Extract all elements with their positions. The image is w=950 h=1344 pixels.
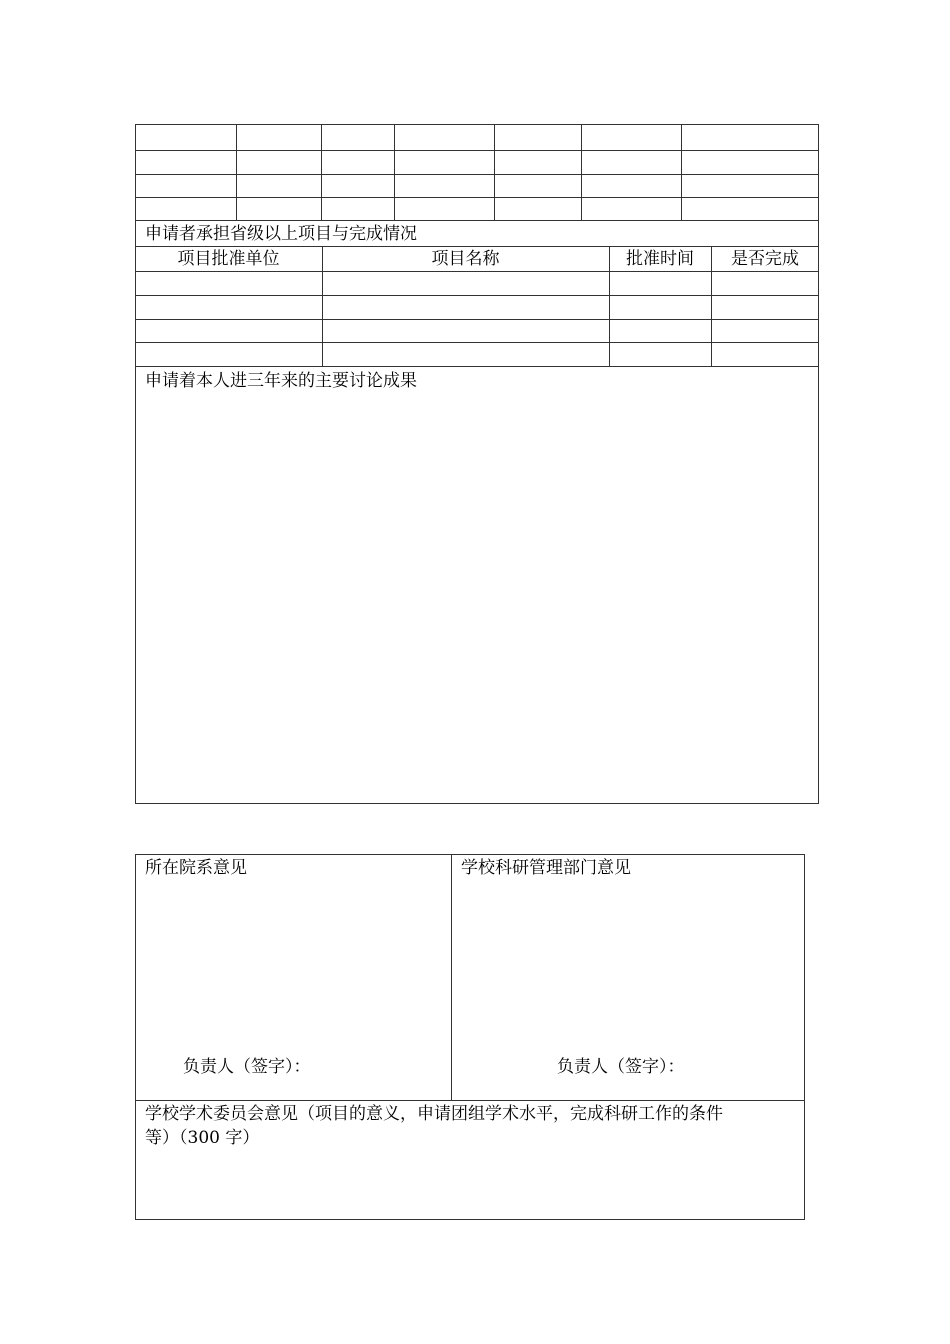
header-completed: 是否完成: [731, 249, 799, 269]
department-opinion-title: 所在院系意见: [145, 858, 247, 878]
research-office-opinion-title: 学校科研管理部门意见: [461, 858, 631, 878]
department-signature: 负责人（签字）：: [183, 1057, 311, 1077]
research-office-signature: 负责人（签字）：: [557, 1057, 685, 1077]
opinions-table: [135, 854, 805, 1220]
header-approval-time: 批准时间: [626, 249, 694, 269]
projects-and-results-table: [135, 220, 819, 804]
header-project-name: 项目名称: [431, 249, 500, 269]
results-section-title: 申请着本人进三年来的主要讨论成果: [145, 371, 417, 391]
header-approving-unit: 项目批准单位: [177, 249, 280, 269]
projects-section-title: 申请者承担省级以上项目与完成情况: [145, 224, 417, 244]
blank-grid-top: [135, 124, 819, 220]
academic-committee-opinion-line1: 学校学术委员会意见（项目的意义，申请团组学术水平，完成科研工作的条件: [145, 1104, 723, 1124]
academic-committee-opinion-line2: 等）（300 字）: [145, 1128, 260, 1148]
